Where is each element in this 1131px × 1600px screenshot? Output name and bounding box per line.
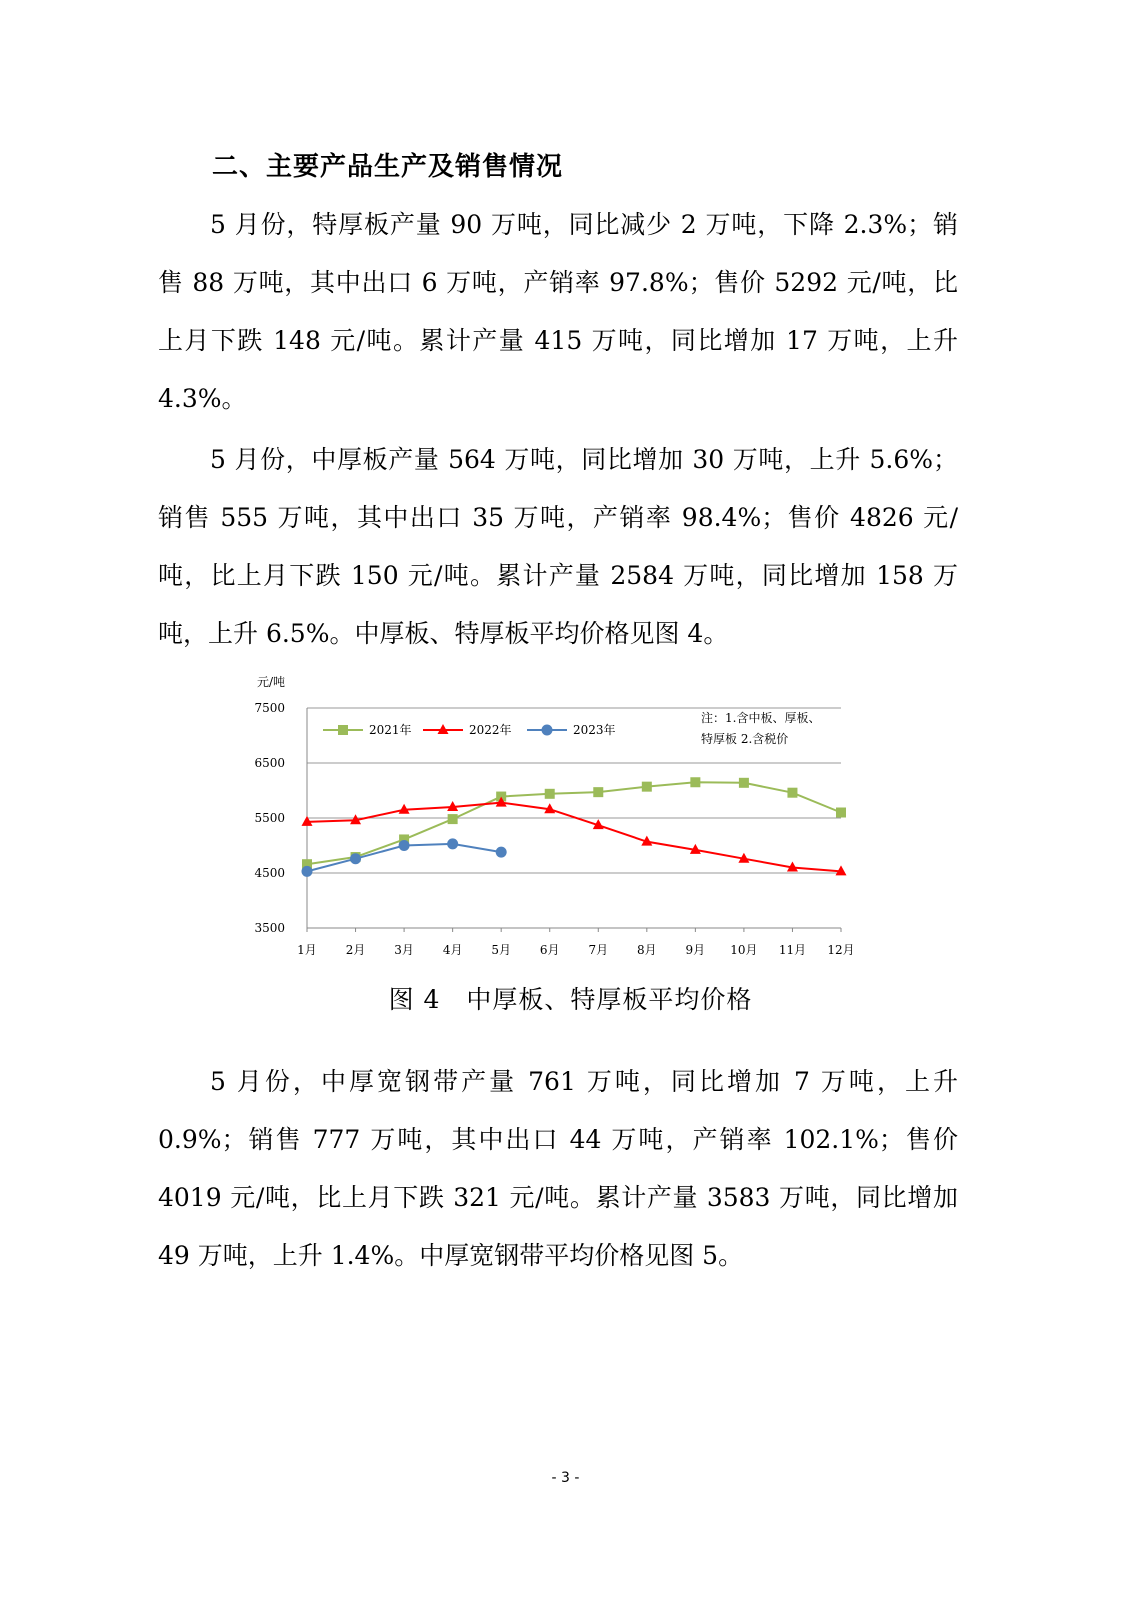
y-tick-label: 4500 xyxy=(254,866,285,880)
legend-label: 2023年 xyxy=(573,723,616,737)
data-point xyxy=(739,778,749,788)
section-heading: 二、主要产品生产及销售情况 xyxy=(212,152,564,182)
x-tick-label: 2月 xyxy=(345,943,366,957)
y-tick-label: 6500 xyxy=(254,756,285,770)
y-tick-label: 5500 xyxy=(254,811,285,825)
data-point xyxy=(496,847,507,858)
x-tick-label: 6月 xyxy=(539,943,560,957)
x-tick-label: 4月 xyxy=(442,943,463,957)
chart-note-line1: 注：1.含中板、厚板、 xyxy=(701,711,821,725)
data-point xyxy=(545,789,555,799)
x-tick-label: 9月 xyxy=(685,943,706,957)
legend-swatch-marker xyxy=(338,725,348,735)
y-tick-label: 7500 xyxy=(254,701,285,715)
data-point xyxy=(447,838,458,849)
x-tick-label: 10月 xyxy=(730,943,758,957)
x-tick-label: 5月 xyxy=(491,943,512,957)
x-tick-label: 8月 xyxy=(636,943,657,957)
paragraph-text: 5 月份，中厚板产量 564 万吨，同比增加 30 万吨，上升 5.6%；销售 555 万吨，其中出口 35 万吨，产销率 98.4%；售价 4826 元/吨，比上月下跌 150 元/吨。累计产量 2584 万吨，同比增加 158 万吨，上升 6.5%。中厚板、特厚板平均价格见图 4。 xyxy=(158,445,958,648)
paragraph-wide-strip xyxy=(158,1053,958,1285)
data-point xyxy=(836,808,846,818)
x-tick-label: 3月 xyxy=(394,943,414,957)
y-axis-label: 元/吨 xyxy=(257,675,286,689)
series-line xyxy=(307,782,841,864)
paragraph-medium-plate xyxy=(158,431,958,663)
data-point xyxy=(787,788,797,798)
legend-label: 2022年 xyxy=(469,723,512,737)
legend-label: 2021年 xyxy=(369,723,412,737)
series-line xyxy=(307,803,841,872)
data-point xyxy=(350,853,361,864)
chart-note-line2: 特厚板 2.含税价 xyxy=(701,732,789,746)
x-tick-label: 7月 xyxy=(588,943,609,957)
data-point xyxy=(690,777,700,787)
page-number: - 3 - xyxy=(551,1470,580,1486)
paragraph-thick-plate xyxy=(158,196,958,428)
data-point xyxy=(399,840,410,851)
x-tick-label: 1月 xyxy=(297,943,317,957)
chart-svg xyxy=(245,668,865,978)
data-point xyxy=(593,787,603,797)
data-point xyxy=(448,814,458,824)
data-point xyxy=(642,782,652,792)
x-tick-label: 12月 xyxy=(827,943,855,957)
legend-swatch-marker xyxy=(542,725,553,736)
paragraph-text: 5 月份，特厚板产量 90 万吨，同比减少 2 万吨，下降 2.3%；销售 88 万吨，其中出口 6 万吨，产销率 97.8%；售价 5292 元/吨，比上月下跌 148 元/吨。累计产量 415 万吨，同比增加 17 万吨，上升 4.3%。 xyxy=(158,210,958,413)
data-point xyxy=(302,866,313,877)
price-line-chart xyxy=(245,668,865,978)
y-tick-label: 3500 xyxy=(254,921,285,935)
paragraph-text: 5 月份，中厚宽钢带产量 761 万吨，同比增加 7 万吨，上升 0.9%；销售 777 万吨，其中出口 44 万吨，产销率 102.1%；售价 4019 元/吨，比上月下跌 321 元/吨。累计产量 3583 万吨，同比增加 49 万吨，上升 1.4%。中厚宽钢带平均价格见图 5。 xyxy=(158,1067,958,1270)
x-tick-label: 11月 xyxy=(778,943,807,957)
figure-caption: 图 4 中厚板、特厚板平均价格 xyxy=(388,985,753,1014)
